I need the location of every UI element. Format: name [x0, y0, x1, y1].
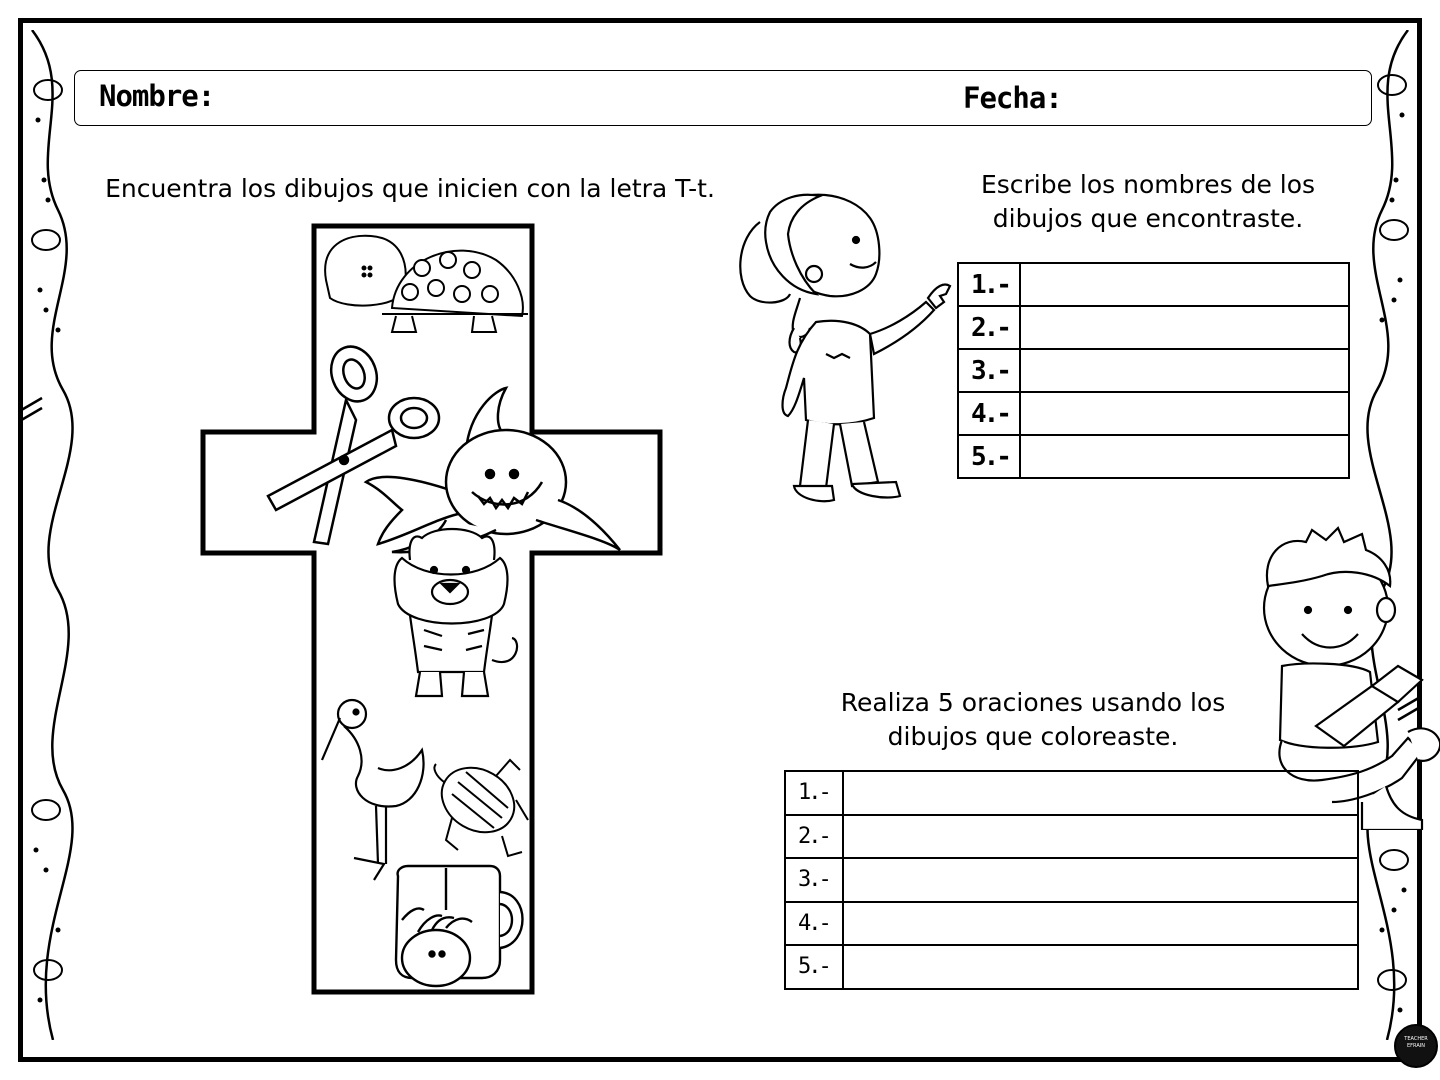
- vine-border-left-icon: [18, 30, 88, 1040]
- table-row: [958, 306, 1349, 349]
- row-number: 3.-: [785, 858, 843, 902]
- row-number: 5.-: [785, 945, 843, 989]
- sentence-line[interactable]: [843, 771, 1358, 815]
- cross-picture-panel: [196, 220, 666, 1000]
- row-number: 2.-: [958, 306, 1020, 349]
- date-label: Fecha:: [963, 81, 1062, 115]
- row-number: 4.-: [958, 392, 1020, 435]
- logo-line-1: TEACHER: [1404, 1036, 1428, 1042]
- row-number: 1.-: [958, 263, 1020, 306]
- table-row: [785, 771, 1358, 815]
- answer-line[interactable]: [1020, 306, 1349, 349]
- logo-line-2: EFRAIN: [1407, 1043, 1425, 1049]
- table-row: [958, 263, 1349, 306]
- table-row: [958, 349, 1349, 392]
- girl-pointing-icon: [730, 178, 952, 516]
- sentence-line[interactable]: [843, 945, 1358, 989]
- names-answer-table: [957, 262, 1350, 479]
- row-number: 3.-: [958, 349, 1020, 392]
- sentence-line[interactable]: [843, 858, 1358, 902]
- table-row: [785, 858, 1358, 902]
- name-date-bar: [74, 70, 1372, 126]
- answer-line[interactable]: [1020, 435, 1349, 478]
- answer-line[interactable]: [1020, 263, 1349, 306]
- answer-line[interactable]: [1020, 392, 1349, 435]
- instruction-write-names: Escribe los nombres de los dibujos que encontraste.: [980, 170, 1316, 233]
- row-number: 4.-: [785, 902, 843, 946]
- row-number: 1.-: [785, 771, 843, 815]
- table-row: [785, 902, 1358, 946]
- row-number: 2.-: [785, 815, 843, 859]
- table-row: [958, 435, 1349, 478]
- table-row: [785, 815, 1358, 859]
- table-row: [785, 945, 1358, 989]
- answer-line[interactable]: [1020, 349, 1349, 392]
- instruction-find-pictures: Encuentra los dibujos que inicien con la letra T-t.: [105, 174, 715, 203]
- name-label: Nombre:: [99, 79, 215, 113]
- sentences-answer-table: [784, 770, 1359, 990]
- table-row: [958, 392, 1349, 435]
- publisher-logo: [1394, 1024, 1438, 1068]
- row-number: 5.-: [958, 435, 1020, 478]
- instruction-write-sentences: Realiza 5 oraciones usando los dibujos que coloreaste.: [840, 688, 1226, 751]
- sentence-line[interactable]: [843, 902, 1358, 946]
- sentence-line[interactable]: [843, 815, 1358, 859]
